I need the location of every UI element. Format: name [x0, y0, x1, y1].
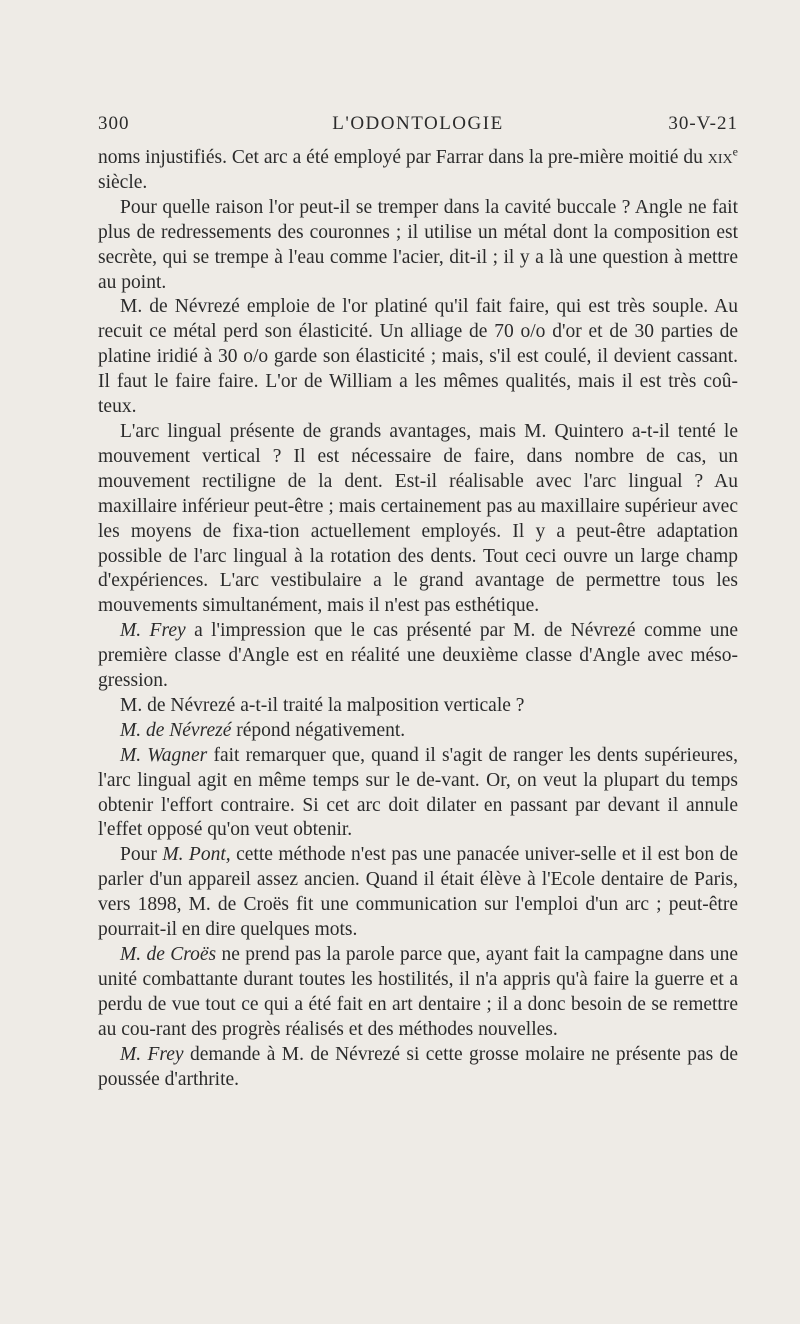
speaker-name: M. Pont, [162, 844, 231, 866]
speaker-name: M. Wagner [120, 744, 208, 766]
paragraph [98, 1043, 738, 1093]
text-run: cette méthode n'est pas une panacée univer-selle et il est bon de parler d'un appareil assez ancien. Quand il était élève à l'Ecole dentaire de Paris, vers 1898, M. de Croës fit une communication sur l'emploi d'un arc ; peut-être pourrait-il en dire quelques mots. [98, 844, 739, 941]
speaker-name: M. Frey [120, 1043, 184, 1065]
text-run: e [732, 144, 738, 159]
paragraph [98, 843, 738, 943]
paragraph [98, 694, 738, 719]
text-run: xix [707, 147, 733, 168]
text-run: répond négativement. [231, 719, 406, 741]
page-number: 300 [98, 113, 130, 134]
text-run: M. de Névrezé a-t-il traité la malposition verticale ? [120, 694, 525, 716]
body-text [98, 146, 738, 1092]
text-run: demande à M. de Névrezé si cette grosse molaire ne présente pas de poussée d'arthrite. [98, 1043, 738, 1090]
paragraph [98, 196, 738, 296]
paragraph [98, 295, 738, 420]
text-run: Pour quelle raison l'or peut-il se tremper dans la cavité buccale ? Angle ne fait plus de redressements des couronnes ; il utilise un métal dont la composition est secrète, qui se trempe à l'eau comme l'acier, dit-il ; il y a là une question à mettre au point. [98, 196, 738, 293]
issue-date: 30-V-21 [668, 113, 738, 134]
text-run: noms injustifiés. Cet arc a été employé par Farrar dans la pre-mière moitié du [98, 147, 708, 168]
running-header [98, 113, 738, 137]
text-run: a l'impression que le cas présenté par M. de Névrezé comme une première classe d'Angle est en réalité une deuxième classe d'Angle avec méso-gression. [98, 620, 738, 692]
paragraph [98, 744, 738, 844]
paragraph [98, 943, 738, 1043]
text-run: M. de Névrezé emploie de l'or platiné qu'il fait faire, qui est très souple. Au recuit ce métal perd son élasticité. Un alliage de 70 o/o d'or et de 30 parties de platine iridié à 30 o/o garde son élasticité ; mais, s'il est coulé, il devient cassant. Il faut le faire faire. L'or de William a les mêmes qualités, mais il est très coû-teux. [98, 296, 738, 418]
speaker-name: M. de Névrezé [120, 719, 232, 741]
paragraph [98, 420, 738, 619]
paragraph [98, 146, 738, 196]
text-run: Pour [120, 844, 163, 866]
text-run: fait remarquer que, quand il s'agit de ranger les dents supérieures, l'arc lingual agit en même temps sur le de-vant. Or, on veut la plupart du temps obtenir l'effort contraire. Si cet arc doit dilater en passant par devant il annule l'effet opposé qu'on veut obtenir. [98, 744, 738, 841]
paragraph [98, 619, 738, 694]
text-run: siècle. [98, 171, 148, 193]
text-run: ne prend pas la parole parce que, ayant fait la campagne dans une unité combattante durant toutes les hostilités, il n'a appris qu'à faire la guerre et a perdu de vue tout ce qui a été fait en art dentaire ; il a donc besoin de se remettre au cou-rant des progrès réalisés et des méthodes nouvelles. [98, 944, 738, 1040]
paragraph [98, 719, 738, 744]
journal-title: L'ODONTOLOGIE [332, 113, 504, 134]
text-run: L'arc lingual présente de grands avantages, mais M. Quintero a-t-il tenté le mouvement vertical ? Il est nécessaire de faire, dans nombre de cas, un mouvement rectiligne de la dent. Est-il réalisable avec l'arc lingual ? Au maxillaire inférieur peut-être ; mais certainement pas au maxillaire supérieur avec les moyens de fixa-tion actuellement employés. Il y a peut-être adaptation possible de l'arc lingual à la rotation des dents. Tout ceci ouvre un large champ d'expériences. L'arc vestibulaire a le grand avantage de permettre tous les mouvements simultanément, mais il n'est pas esthétique. [98, 420, 738, 617]
speaker-name: M. de Croës [120, 944, 217, 965]
speaker-name: M. Frey [120, 620, 186, 642]
